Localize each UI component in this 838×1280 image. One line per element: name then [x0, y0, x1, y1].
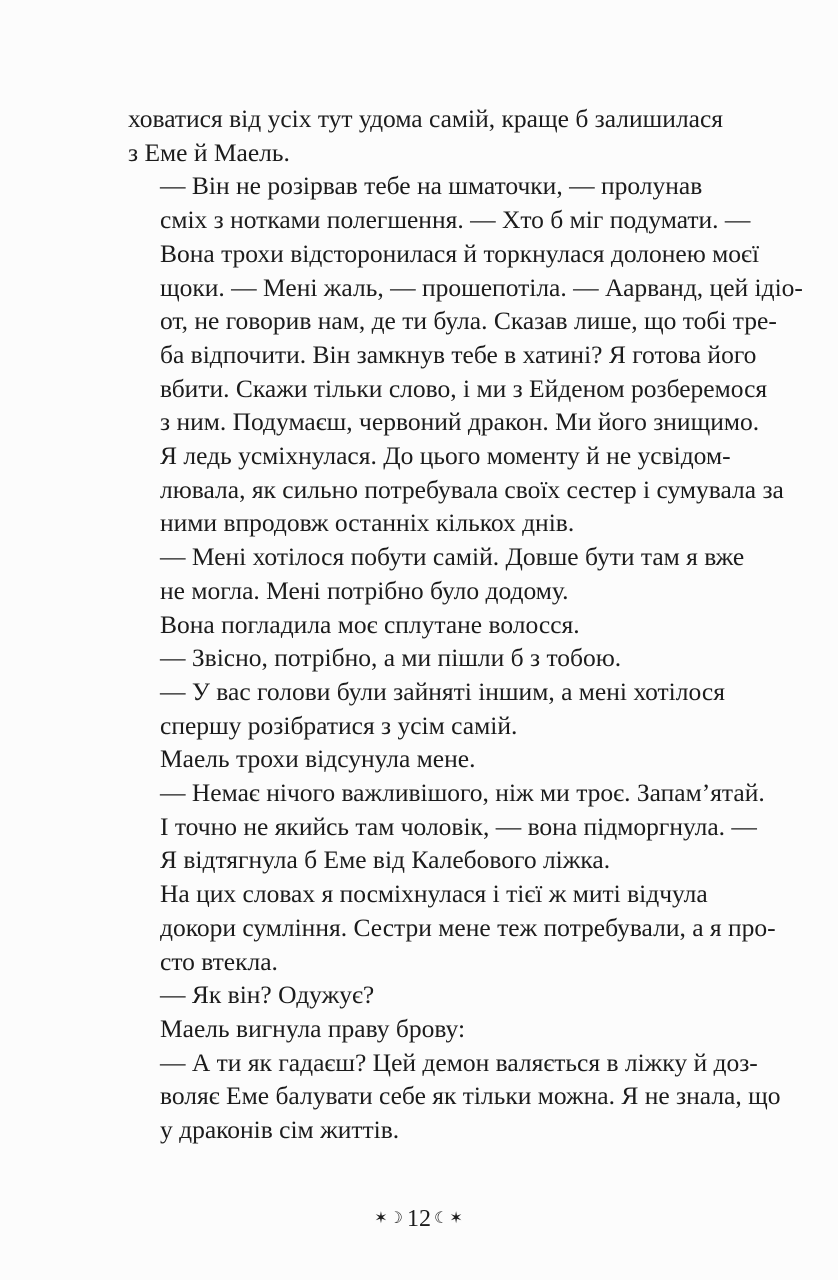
text-line: І точно не якийсь там чоловік, — вона підморгнула. —	[160, 811, 757, 841]
text-line: щоки. — Мені жаль, — прошепотіла. — Аарванд, цей ідіо-	[160, 272, 803, 302]
text-line: лювала, як сильно потребувала своїх сестер і сумувала за	[160, 474, 784, 504]
paragraph	[128, 978, 790, 1012]
text-line: з Еме й Маель.	[128, 137, 290, 167]
paragraph	[128, 439, 790, 540]
page-number: 12	[407, 1206, 431, 1232]
text-line: от, не говорив нам, де ти була. Сказав лише, що тобі тре-	[160, 306, 777, 336]
text-line: Вона погладила моє сплутане волосся.	[160, 609, 580, 639]
text-line: з ним. Подумаєш, червоний дракон. Ми його знищимо.	[160, 407, 760, 437]
text-line: — Звісно, потрібно, а ми пішли б з тобою.	[160, 643, 622, 673]
paragraph	[128, 540, 790, 607]
paragraph	[128, 1046, 790, 1147]
text-line: сто втекла.	[160, 946, 278, 976]
text-line: у драконів сім життів.	[160, 1115, 400, 1145]
text-line: Я відтягнула б Еме від Калебового ліжка.	[160, 845, 611, 875]
text-line: Я ледь усміхнулася. До цього моменту й не усвідом-	[160, 441, 731, 471]
text-line: — Мені хотілося побути самій. Довше бути там я вже	[160, 542, 745, 572]
paragraph	[128, 641, 790, 675]
paragraph	[128, 608, 790, 642]
text-line: — Як він? Одужує?	[160, 980, 375, 1010]
right-ornament-icon: ☾✶	[434, 1210, 464, 1227]
paragraph	[128, 102, 790, 169]
text-line: докори сумління. Сестри мене теж потребували, а я про-	[160, 912, 776, 942]
paragraph	[128, 675, 790, 742]
left-ornament-icon: ✶☽	[374, 1210, 404, 1227]
text-line: — Він не розірвав тебе на шматочки, — пролунав	[160, 171, 703, 201]
text-line: сміх з нотками полегшення. — Хто б міг подумати. —	[160, 205, 751, 235]
text-line: не могла. Мені потрібно було додому.	[160, 575, 569, 605]
paragraph	[128, 169, 803, 439]
text-line: ховатися від усіх тут удома самій, краще б залишилася	[128, 104, 724, 133]
paragraph	[128, 742, 790, 776]
text-line: ба відпочити. Він замкнув тебе в хатині? Я готова його	[160, 339, 757, 369]
paragraph	[128, 776, 790, 877]
page-text	[128, 102, 803, 1147]
text-line: вбити. Скажи тільки слово, і ми з Ейденом розберемося	[160, 373, 768, 403]
page-footer	[0, 1206, 838, 1233]
text-line: Маель трохи відсунула мене.	[160, 744, 476, 774]
text-line: Вона трохи відсторонилася й торкнулася долонею моєї	[160, 238, 760, 268]
text-line: — У вас голови були зайняті іншим, а мені хотілося	[160, 676, 725, 706]
text-line: спершу розібратися з усім самій.	[160, 710, 518, 740]
text-line: — Немає нічого важливішого, ніж ми троє. Запам’ятай.	[160, 778, 765, 808]
paragraph	[128, 877, 790, 978]
text-line: Маель вигнула праву брову:	[160, 1013, 466, 1043]
text-line: — А ти як гадаєш? Цей демон валяється в ліжку й доз-	[160, 1047, 758, 1077]
text-line: ними впродовж останніх кількох днів.	[160, 508, 575, 538]
text-line: На цих словах я посміхнулася і тієї ж миті відчула	[160, 879, 708, 909]
paragraph	[128, 1012, 790, 1046]
text-line: воляє Еме балувати себе як тільки можна. Я не знала, що	[160, 1081, 781, 1111]
